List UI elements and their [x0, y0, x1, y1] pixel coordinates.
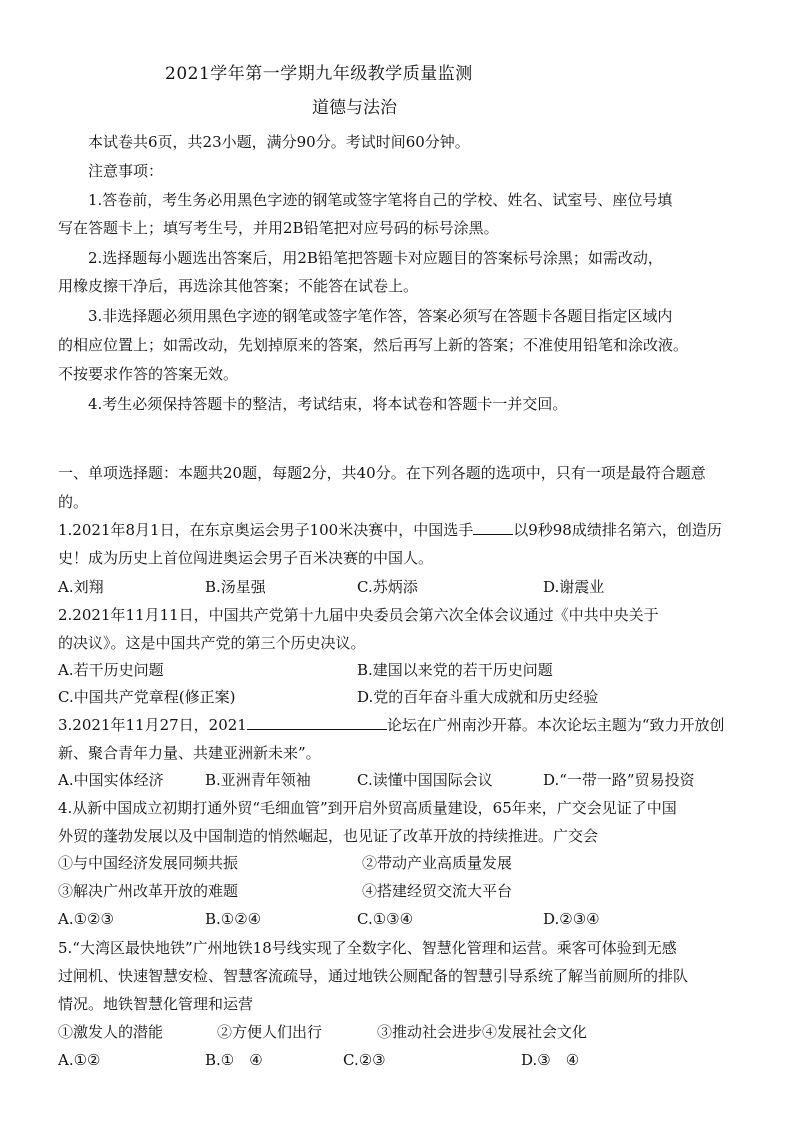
subject-title: 道德与法治: [312, 98, 397, 118]
q5-statement-3-4: ③推动社会进步④发展社会文化: [377, 1023, 588, 1041]
q3-stem-part-2: 论坛在广州南沙开幕。本次论坛主题为“致力开放创: [386, 716, 725, 734]
q4-statement-1: ①与中国经济发展同频共振: [58, 854, 239, 872]
q5-stem-line-3: 情况。地铁智慧化管理和运营: [58, 995, 254, 1013]
q1-option-c: C.苏炳添: [357, 578, 418, 596]
q3-option-d: D.“一带一路”贸易投资: [543, 771, 695, 789]
q5-option-d: D.③ ④: [521, 1051, 580, 1069]
q3-stem-part-1: 3.2021年11月27日，2021: [58, 716, 247, 734]
q2-stem-line-1: 2.2021年11月11日，中国共产党第十九届中央委员会第六次全体会议通过《中共中央关于: [58, 606, 659, 624]
q3-option-b: B.亚洲青年领袖: [205, 771, 311, 789]
notice-2-line-1: 2.选择题每小题选出答案后，用2B铅笔把答题卡对应题目的答案标号涂黑；如需改动，: [88, 249, 663, 267]
q4-option-d: D.②③④: [543, 910, 600, 928]
q1-stem-part-2: 以9秒98成绩排名第六，创造历: [513, 521, 722, 539]
q4-option-a: A.①②③: [58, 910, 114, 928]
q1-stem-part-1: 1.2021年8月1日，在东京奥运会男子100米决赛中，中国选手: [58, 521, 474, 539]
q5-option-a: A.①②: [58, 1051, 101, 1069]
q5-stem-line-1: 5.“大湾区最快地铁”广州地铁18号线实现了全数字化、智慧化管理和运营。乘客可体验到无感: [58, 939, 677, 957]
q3-option-a: A.中国实体经济: [58, 771, 164, 789]
q2-option-b: B.建国以来党的若干历史问题: [357, 661, 553, 679]
q4-statement-4: ④搭建经贸交流大平台: [362, 882, 513, 900]
notice-2-line-2: 用橡皮擦干净后，再选涂其他答案；不能答在试卷上。: [58, 277, 419, 295]
q3-option-c: C.读懂中国国际会议: [357, 771, 493, 789]
notice-heading: 注意事项：: [88, 162, 164, 180]
q1-stem-line-2: 史！成为历史上首位闯进奥运会男子百米决赛的中国人。: [58, 549, 434, 567]
section-1-heading-line-2: 的。: [58, 493, 89, 511]
q3-stem-line-1: [58, 714, 725, 736]
q5-statement-2: ②方便人们出行: [217, 1023, 323, 1041]
exam-info: 本试卷共6页，共23小题，满分90分。考试时间60分钟。: [88, 133, 470, 151]
q4-option-c: C.①③④: [357, 910, 414, 928]
notice-1-line-1: 1.答卷前，考生务必用黑色字迹的钢笔或签字笔将自己的学校、姓名、试室号、座位号填: [88, 191, 673, 209]
q3-answer-blank: [247, 715, 387, 730]
q2-option-c: C.中国共产党章程(修正案): [58, 688, 236, 706]
q4-statement-3: ③解决广州改革开放的难题: [58, 882, 239, 900]
section-1-heading-line-1: 一、单项选择题：本题共20题，每题2分，共40分。在下列各题的选项中，只有一项是最符合题意: [58, 464, 706, 482]
q2-option-d: D.党的百年奋斗重大成就和历史经验: [357, 688, 599, 706]
q2-stem-line-2: 的决议》。这是中国共产党的第三个历史决议。: [58, 634, 366, 652]
q1-option-a: A.刘翔: [58, 578, 104, 596]
notice-3-line-1: 3.非选择题必须用黑色字迹的钢笔或签字笔作答，答案必须写在答题卡各题目指定区域内: [88, 307, 673, 325]
q5-stem-line-2: 过闸机、快速智慧安检、智慧客流疏导，通过地铁公厕配备的智慧引导系统了解当前厕所的排队: [58, 967, 689, 985]
q4-stem-line-1: 4.从新中国成立初期打通外贸“毛细血管”到开启外贸高质量建设，65年来，广交会见证了中国: [58, 799, 677, 817]
q5-statement-1: ①激发人的潜能: [58, 1023, 164, 1041]
notice-3-line-3: 不按要求作答的答案无效。: [58, 365, 239, 383]
q3-stem-line-2: 新、聚合青年力量、共建亚洲新未来”。: [58, 744, 321, 762]
q1-option-d: D.谢震业: [543, 578, 605, 596]
q4-option-b: B.①②④: [205, 910, 262, 928]
notice-1-line-2: 写在答题卡上；填写考生号，并用2B铅笔把对应号码的标号涂黑。: [58, 219, 499, 237]
q1-answer-blank: [473, 520, 513, 535]
q5-option-b: B.① ④: [205, 1051, 263, 1069]
q4-stem-line-2: 外贸的蓬勃发展以及中国制造的悄然崛起，也见证了改革开放的持续推进。广交会: [58, 827, 599, 845]
q1-option-b: B.汤星强: [205, 578, 266, 596]
q1-stem-line-1: [58, 519, 722, 541]
q4-statement-2: ②带动产业高质量发展: [362, 854, 513, 872]
q5-option-c: C.②③: [343, 1051, 386, 1069]
q2-option-a: A.若干历史问题: [58, 661, 164, 679]
notice-3-line-2: 的相应位置上；如需改动，先划掉原来的答案，然后再写上新的答案；不准使用铅笔和涂改液。: [58, 336, 689, 354]
exam-title: 2021学年第一学期九年级教学质量监测: [165, 64, 473, 84]
notice-4: 4.考生必须保持答题卡的整洁，考试结束，将本试卷和答题卡一并交回。: [88, 395, 568, 413]
